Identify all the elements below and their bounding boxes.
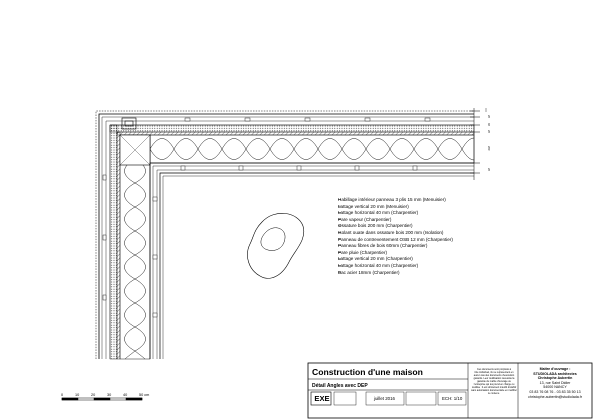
legend-item: Lattage horizontal 40 mm (Charpentier) xyxy=(338,262,419,268)
owner-heading: Maître d'ouvrage : xyxy=(539,367,571,371)
date-label: juillet 2016 xyxy=(374,396,395,401)
side-mark: 20 xyxy=(487,168,490,171)
scale-label: ECH: 1/10 xyxy=(442,396,463,401)
insulation-left xyxy=(120,135,150,359)
email: christophe.aubertin@studiolada.fr xyxy=(528,394,582,399)
legal-note: Ces documents sont propriété à titre individuel, ils ne représentent en aucun cas des documents d'exécution garantis. Leur réutilisation nécessite la garantie du maître d'ouvrage ou l'entreprise qui les prend en charge ou réutilise : il est strictement interdit d'établir sans autorisation documentaire en modifier le contenu. xyxy=(471,368,517,395)
scale-label-50: 50 cm xyxy=(139,393,150,397)
layer-legend xyxy=(338,197,453,276)
legend-item: Lattage horizontal 40 mm (Charpentier) xyxy=(338,210,419,216)
legend-item: Lattage vertical 20 mm (Menuisier) xyxy=(338,203,409,209)
corner-post xyxy=(120,135,150,165)
phone: 03 83 76 08 76 - 03 83 35 50 13 xyxy=(529,389,581,394)
scale-label-0: 0 xyxy=(61,393,64,397)
legend-item: Habillage intérieur panneau 3 plis 15 mm (Menuisier) xyxy=(338,197,446,202)
legend-item: Bac acier 18mm (Charpentier) xyxy=(338,269,400,275)
scale-label-40: 40 xyxy=(123,393,128,397)
wood-grain-sketch xyxy=(247,213,303,278)
project-title: Construction d'une maison xyxy=(312,367,423,377)
owner-block xyxy=(520,367,590,399)
architect-name: Christophe Aubertin xyxy=(537,376,573,381)
section-mark-labels xyxy=(487,115,491,171)
insulation-top xyxy=(150,135,474,163)
legend-item: Lattage vertical 20 mm (Charpentier) xyxy=(338,256,413,262)
side-mark: 20 xyxy=(487,115,490,118)
side-mark: 20 xyxy=(487,130,490,133)
address-line-2: 54000 NANCY xyxy=(543,385,567,390)
legend-item: Panneau fibres de bois 60mm (Charpentier) xyxy=(338,243,428,249)
scale-label-30: 30 xyxy=(107,393,112,397)
sheet-subtitle: Détail Angles avec DEP xyxy=(312,383,368,389)
address-line-1: 13, rue Saint Didier xyxy=(539,380,571,385)
scale-label-20: 20 xyxy=(91,393,96,397)
side-mark: 40 xyxy=(487,123,490,126)
legend-item: Pare vapeur (Charpentier) xyxy=(338,216,392,222)
scale-bar-labels xyxy=(61,393,149,397)
legend-item: Pare pluie (Charpentier) xyxy=(338,249,388,255)
legend-item: Panneau de contreventement OSB 12 mm (Charpentier) xyxy=(338,236,453,242)
section-marks xyxy=(470,108,486,180)
phase-label: EXE xyxy=(314,394,330,403)
scale-label-10: 10 xyxy=(75,393,80,397)
legend-item: Ossature bois 200 mm (Charpentier) xyxy=(338,223,413,229)
legend-item: Isolant ouate dans ossature bois 200 mm (Isolation) xyxy=(338,229,444,235)
architect-firm: STUDIOLADA architectes xyxy=(533,371,577,376)
scale-bar xyxy=(62,398,142,400)
side-mark: 200 xyxy=(487,146,490,151)
